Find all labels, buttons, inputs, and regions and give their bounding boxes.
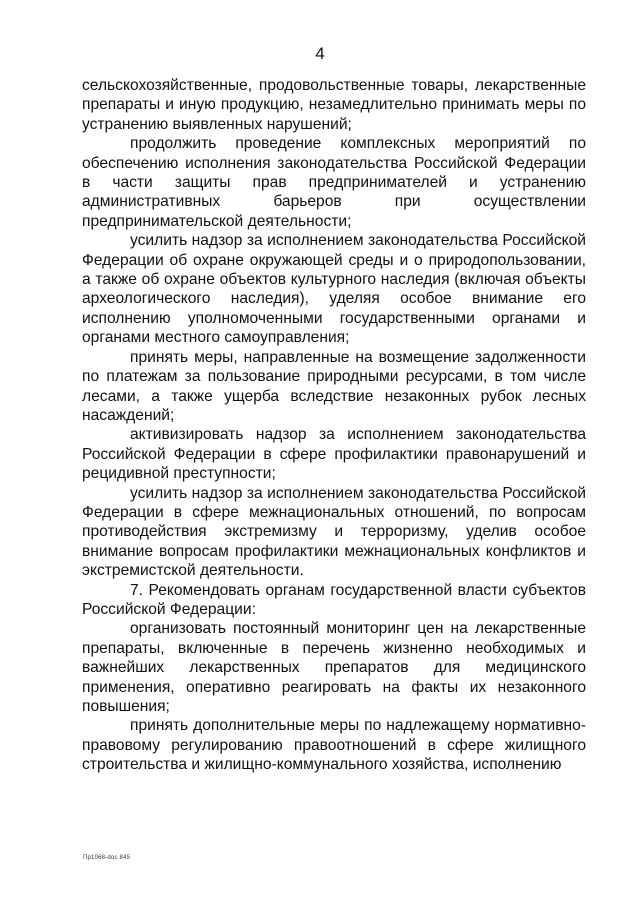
document-body bbox=[82, 76, 586, 775]
paragraph: принять меры, направленные на возмещение задолженности по платежам за пользование природными ресурсами, в том числе лесами, а также ущерба вследствие незаконных рубок лесных насаждений; bbox=[82, 348, 586, 424]
page-number: 4 bbox=[315, 44, 325, 63]
paragraph: организовать постоянный мониторинг цен на лекарственные препараты, включенные в перечень жизненно необходимых и важнейших лекарственных препаратов для медицинского применения, оперативно реагировать на факты их незаконного повышения; bbox=[82, 620, 586, 715]
paragraph: усилить надзор за исполнением законодательства Российской Федерации в сфере межнациональных отношений, по вопросам противодействия экстремизму и терроризму, уделив особое внимание вопросам профилактики межнациональных конфликтов и экстремистской деятельности. bbox=[82, 484, 586, 580]
document-footer-code: Пр1068-doc 845 bbox=[83, 855, 131, 861]
paragraph: сельскохозяйственные, продовольственные товары, лекарственные препараты и иную продукцию, незамедлительно принимать меры по устранению выявленных нарушений; bbox=[82, 77, 586, 133]
paragraph-section-7: 7. Рекомендовать органам государственной власти субъектов Российской Федерации: bbox=[82, 581, 586, 618]
paragraph: активизировать надзор за исполнением законодательства Российской Федерации в сфере профилактики правонарушений и рецидивной преступности; bbox=[82, 426, 586, 483]
paragraph: принять дополнительные меры по надлежащему нормативно-правовому регулированию правоотношений в сфере жилищного строительства и жилищно-коммунального хозяйства, исполнению bbox=[82, 717, 586, 774]
paragraph: продолжить проведение комплексных мероприятий по обеспечению исполнения законодательства Российской Федерации в части защиты прав предпринимателей и устранению административных барьеров при осуществлении предпринимательской деятельности; bbox=[82, 135, 586, 230]
paragraph: усилить надзор за исполнением законодательства Российской Федерации об охране окружающей среды и о природопользовании, а также об охране объектов культурного наследия (включая объекты археологического наследия), уделяя особое внимание его исполнению уполномоченными государственными органами и органами местного самоуправления; bbox=[82, 232, 586, 347]
